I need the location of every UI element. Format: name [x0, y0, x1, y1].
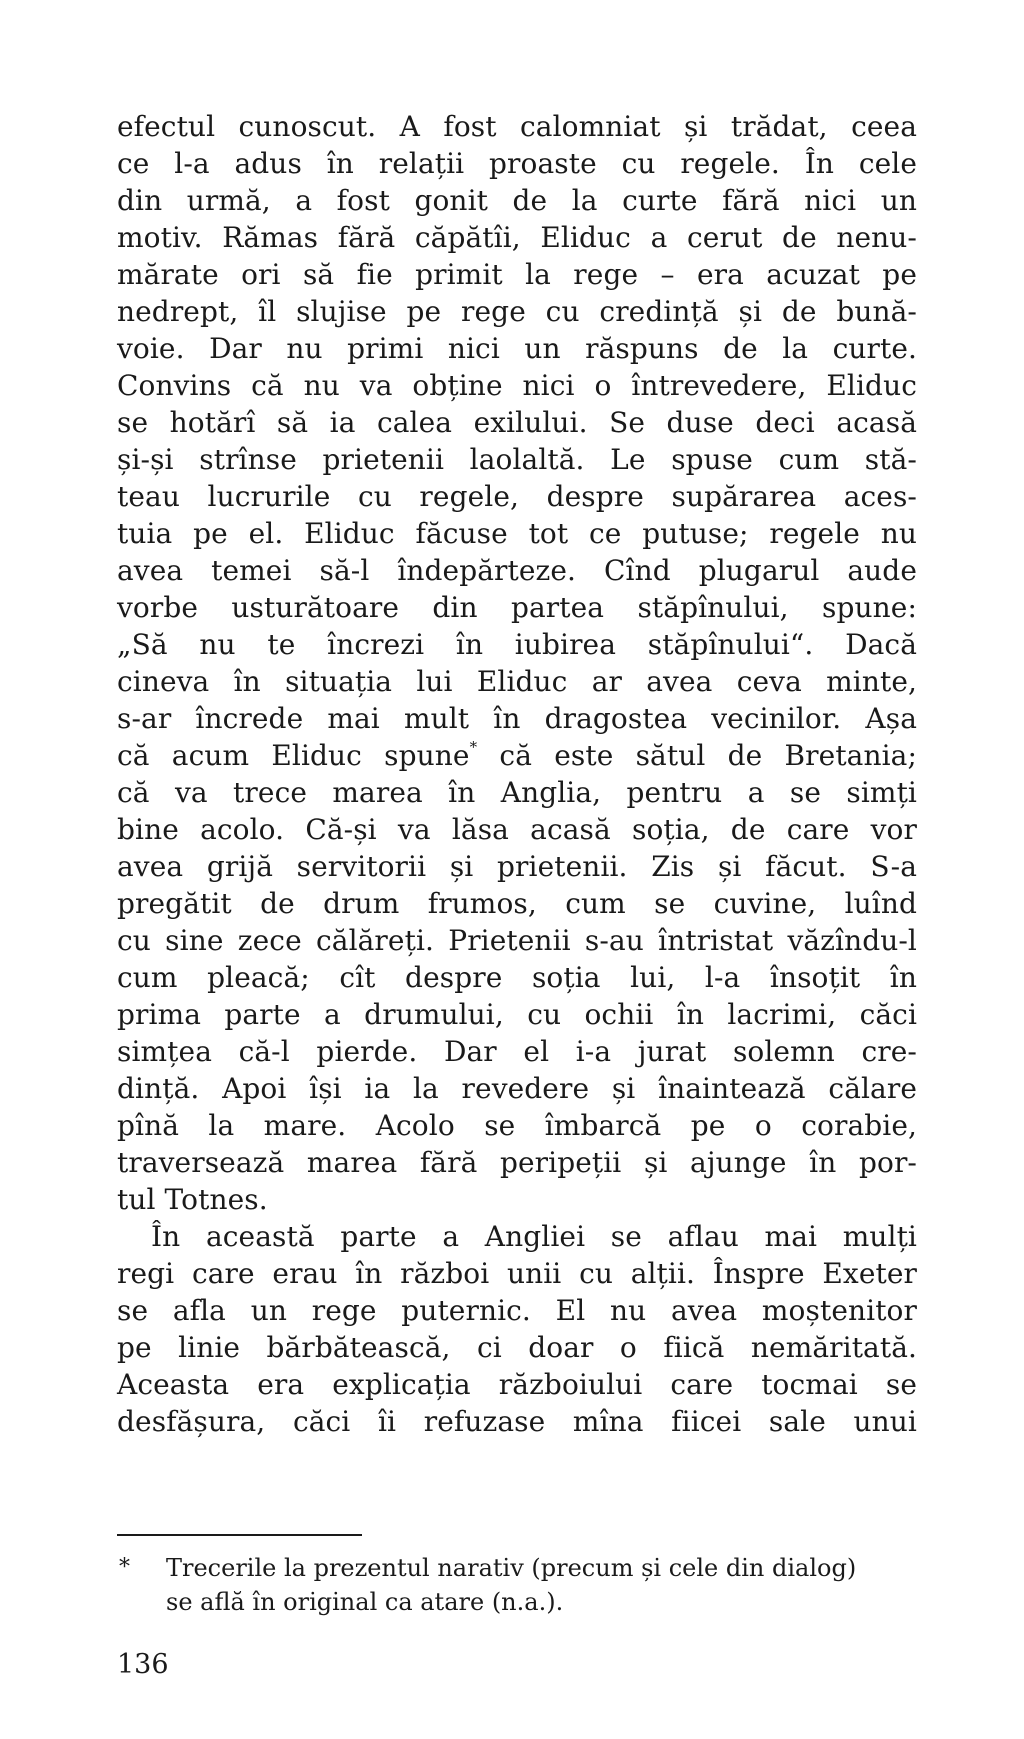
text-line: motiv. Rămas fără căpătîi, Eliduc a cerut de nenu-	[117, 221, 917, 254]
body-text	[117, 108, 917, 1440]
text-line: pregătit de drum frumos, cum se cuvine, luînd	[117, 887, 917, 920]
text-line: În această parte a Angliei se aflau mai mulți	[151, 1220, 917, 1253]
text-line: pînă la mare. Acolo se îmbarcă pe o corabie,	[117, 1109, 917, 1142]
text-line: din urmă, a fost gonit de la curte fără nici un	[117, 184, 917, 217]
text-line: dință. Apoi își ia la revedere și înaintează călare	[117, 1072, 917, 1105]
footnote-line: se află în original ca atare (n.a.).	[166, 1588, 564, 1616]
text-line: se afla un rege puternic. El nu avea moștenitor	[117, 1294, 917, 1327]
page-number: 136	[117, 1649, 169, 1680]
text-line: simțea că-l pierde. Dar el i-a jurat solemn cre-	[117, 1035, 917, 1068]
paragraph-1	[117, 108, 917, 1218]
footnote-line: Trecerile la prezentul narativ (precum și cele din dialog)	[166, 1554, 857, 1582]
text-line: ce l-a adus în relații proaste cu regele. În cele	[117, 147, 917, 180]
text-line: pe linie bărbătească, ci doar o fiică nemăritată.	[117, 1331, 917, 1364]
text-line: voie. Dar nu primi nici un răspuns de la curte.	[117, 332, 917, 365]
text-segment: că este sătul de Bretania;	[477, 739, 917, 772]
text-line: efectul cunoscut. A fost calomniat și trădat, ceea	[117, 110, 917, 143]
paragraph-2	[117, 1218, 917, 1440]
footnote-mark: *	[119, 1555, 130, 1580]
text-line: bine acolo. Că-și va lăsa acasă soția, de care vor	[117, 813, 917, 846]
text-line: cineva în situația lui Eliduc ar avea ceva minte,	[117, 665, 917, 698]
text-line: cum pleacă; cît despre soția lui, l-a însoțit în	[117, 961, 917, 994]
footnote	[117, 1551, 917, 1619]
footnote-divider	[117, 1534, 362, 1536]
footnote-reference[interactable]: *	[469, 738, 478, 756]
text-line: Aceasta era explicația războiului care tocmai se	[117, 1368, 917, 1401]
text-segment: că acum Eliduc spune	[117, 739, 470, 772]
footnote-text	[166, 1551, 917, 1619]
text-line: tuia pe el. Eliduc făcuse tot ce putuse; regele nu	[117, 517, 917, 550]
text-line-with-note	[117, 737, 917, 774]
text-line: teau lucrurile cu regele, despre supărarea aces-	[117, 480, 917, 513]
text-line: avea grijă servitorii și prietenii. Zis și făcut. S-a	[117, 850, 917, 883]
text-line: se hotărî să ia calea exilului. Se duse deci acasă	[117, 406, 917, 439]
text-line: tul Totnes.	[117, 1183, 268, 1216]
text-line: traversează marea fără peripeții și ajunge în por-	[117, 1146, 917, 1179]
text-line: „Să nu te încrezi în iubirea stăpînului“. Dacă	[117, 628, 917, 661]
text-line: regi care erau în război unii cu alții. Înspre Exeter	[117, 1257, 917, 1290]
text-line: nedrept, îl slujise pe rege cu credință și de bună-	[117, 295, 917, 328]
text-line: că va trece marea în Anglia, pentru a se simți	[117, 776, 917, 809]
text-line: avea temei să-l îndepărteze. Cînd plugarul aude	[117, 554, 917, 587]
text-line: prima parte a drumului, cu ochii în lacrimi, căci	[117, 998, 917, 1031]
text-line: desfășura, căci îi refuzase mîna fiicei sale unui	[117, 1405, 917, 1438]
text-line: și-și strînse prietenii laolaltă. Le spuse cum stă-	[117, 443, 917, 476]
text-line: vorbe usturătoare din partea stăpînului, spune:	[117, 591, 917, 624]
text-line: mărate ori să fie primit la rege – era acuzat pe	[117, 258, 917, 291]
text-line: cu sine zece călăreți. Prietenii s-au întristat văzîndu-l	[117, 924, 917, 957]
text-line: Convins că nu va obține nici o întrevedere, Eliduc	[117, 369, 917, 402]
text-line: s-ar încrede mai mult în dragostea vecinilor. Așa	[117, 702, 917, 735]
